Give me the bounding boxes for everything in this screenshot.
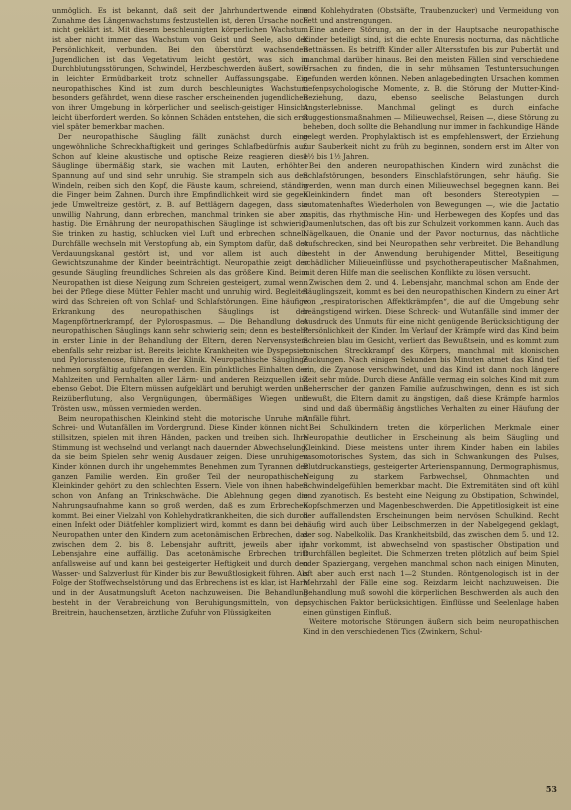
paragraph: unmöglich. Es ist bekannt, daß seit der Jahrhundertwende eine Zunahme des Längenwachstums festzustellen ist, deren Ursache noch nicht geklärt ist. Mit diesem beschleunigten körperlichen Wachstum ist aber nicht immer das Wachstum von Geist und Seele, also der Persönlichkeit, verbunden. Bei den überstürzt wachsenden Jugendlichen ist das Vegetativum leicht gestört, was sich in Durchblutungsstörungen, Schwindel, Herzbeschwerden äußert, sowie in leichter Ermüdbarkeit trotz schneller Auffassungsgabe. Ein neuropathisches Kind ist zum durch beschleunigtes Wachstum besonders gefährdet, wenn diese rascher erscheinenden jugendlichen von ihrer Umgebung in körperlicher und seelisch-geistiger Hinsicht leicht überfordert werden. So können Schäden entstehen, die sich erst viel später bemerkbar machen. [52, 6, 308, 132]
paragraph: Beim neuropathischen Kleinkind steht die motorische Unruhe mit Schrei- und Wutanfällen im Vordergrund. Diese Kinder können nicht stillsitzen, spielen mit ihren Händen, packen und treiben sich. Ihre Stimmung ist wechselnd und verlangt nach dauernder Abwechselung, da sie beim Spielen sehr wenig Ausdauer zeigen. Diese unruhigen Kinder können durch ihr ungehemmtes Benehmen zum Tyrannen der ganzen Familie werden. Ein großer Teil der neuropathischen Kleinkinder gehört zu den schlechten Essern. Viele von ihnen haben schon von Anfang an Trinkschwäche. Die Ablehnung gegen die Nahrungsaufnahme kann so groß werden, daß es zum Erbrechen kommt. Bei einer Vielzahl von Kohlehydratkrankheiten, die sich durch einen Infekt oder Diätfehler kompliziert wird, kommt es dann bei den Neuropathen unter den Kindern zum acetonämischen Erbrechen, das zwischen dem 2. bis 8. Lebensjahr auftritt, jeweils aber im Lebensjahre eine auffällig. Das acetonämische Erbrechen tritt anfallsweise auf und kann bei gesteigerter Heftigkeit und durch den Wasser- und Salzverlust für Kinder bis zur Bewußtlosigkeit führen. Als Folge der Stoffwechselstörung und das Erbrechens ist es klar, ist Harn und in der Ausatmungsluft Aceton nachzuweisen. Die Behandlung besteht in der Verabreichung von Beruhigungsmitteln, von den Breitrein, hauchensetzen, ärztliche Zufuhr von Flüssigkeiten [52, 413, 308, 617]
paragraph: Weitere motorische Störungen äußern sich beim neuropathischen Kind in den verschiedenen Tics (Zwinkern, Schul- [303, 617, 559, 636]
paragraph: Bei Schulkindern treten die körperlichen Merkmale einer Neuropathie deutlicher in Erscheinung als beim Säugling und Kleinkind. Diese meistens unter ihrem Kinder haben ein labiles vasomotorisches System, das sich in Schwankungen des Pulses, Blutdruckanstiegs, gesteigerter Arterienspannung, Dermographismus, Neigung zu starkem Farbwechsel, Ohnmachten und Schwindelgefühlen bemerkbar macht. Die Extremitäten sind oft kühl und zyanotisch. Es besteht eine Neigung zu Obstipation, Schwindel, Kopfschmerzen und Magenbeschwerden. Die Appetitlosigkeit ist eine der auffallendsten Erscheinungen beim nervösen Schulkind. Recht häufig wird auch über Leibschmerzen in der Nabelgegend geklagt, der sog. Nabelkolik. Das Krankheitsbild, das zwischen dem 5. und 12. Jahr vorkommt, ist abwechselnd von spastischer Obstipation und Durchfällen begleitet. Die Schmerzen treten plötzlich auf beim Spiel oder Spaziergang, vergehen manchmal schon nach einigen Minuten, oft aber auch erst nach 1—2 Stunden. Röntgenologisch ist in der Mehrzahl der Fälle eine sog. Reizdarm leicht nachzuweisen. Die Behandlung muß sowohl die körperlichen Beschwerden als auch den psychischen Faktor berücksichtigen. Einflüsse und Seelenlage haben einen günstigen Einfluß. [303, 423, 559, 617]
paragraph: Eine andere Störung, an der in der Hauptsache neuropathische Kinder beteiligt sind, ist die echte Enuresis nocturna, das nächtliche Bettnässen. Es betrifft Kinder aller Altersstufen bis zur Pubertät und manchmal darüber hinaus. Bei den meisten Fällen sind verschiedene Ursachen zu finden, die in sehr mühsamen Testuntersuchungen gefunden werden können. Neben anlagebedingten Ursachen kommen tiefenpsychologische Momente, z. B. die Störung der Mutter-Kind-Beziehung, dazu, ebenso seelische Belastungen durch Angsterlebnisse. Manchmal gelingt es durch einfache Suggestionsmaßnahmen — Milieuwechsel, Reisen —, diese Störung zu beheben, doch sollte die Behandlung nur immer in fachkundige Hände gelegt werden. Prophylaktisch ist es empfehlenswert, der Erziehung zur Sauberkeit nicht zu früh zu beginnen, sondern erst im Alter von 1½ bis 1½ Jahren. [303, 25, 559, 161]
paragraph: Der neuropathische Säugling fällt zunächst durch eine ungewöhnliche Schreckhaftigkeit und geringes Schlafbedürfnis auf. Schon auf kleine akustische und optische Reize reagieren diese Säuglinge übermäßig stark, sie wachen mit Lauten, erhöhter Spannung auf und sind sehr unruhig. Sie strampeln sich aus den Windeln, reiben sich den Kopf, die Fäuste kaum, schreiend, ständig die Finger beim Zahnen. Durch ihre Empfindlichkeit wird sie gegen jede Umweltreize gestört, z. B. auf Bettlägern dagegen, dass sie unwillig Nahrung, dann erbrechen, manchmal trinken sie aber zu hastig. Die Ernährung der neuropathischen Säuglinge ist schwierig. Sie trinken zu hastig, schlucken viel Luft und erbrechen schnell. Durchfälle wechseln mit Verstopfung ab, ein Symptom dafür, daß der Verdauungskanal gestört ist, und vor allem ist auch die Gewichtszunahme der Kinder beeinträchtigt. Neuropathie zeigt der gesunde Säugling freundliches Schreien als das größere Kind. Beim Neuropathen ist diese Neigung zum Schreien gesteigert, zumal wenn bei der Pflege diese Mütter Fehler macht und unruhig wird. Begleitet wird das Schreien oft von Schlaf- und Schlafstörungen. Eine häufige Erkrankung des neuropathischen Säuglings ist der Magenpförtnerkrampf, der Pylorospasmus. — Die Behandlung des neuropathischen Säuglings kann sehr schwierig sein; denn es besteht in erster Linie in der Behandlung der Eltern, deren Nervensystem ebenfalls sehr reizbar ist. Bereits leichte Krankheiten wie Dyspepsien und Pylorusstenose, führen in der Klinik. Neuropathische Säuglinge nehmen sorgfältig aufgefangen werden. Ein pünktliches Einhalten der Mahlzeiten und Fernhalten aller Lärm- und anderen Reizquellen ist ebenso Gebot. Die Eltern müssen aufgeklärt und beruhigt werden und Reizüberflutung, also Vergnügungen, übermäßiges Wiegen und Trösten usw., müssen vermieden werden. [52, 132, 308, 413]
page-number: 53 [545, 784, 557, 794]
text-column-left [52, 6, 308, 617]
text-column-right [303, 6, 559, 637]
paragraph: Zwischen dem 2. und 4. Lebensjahr, manchmal schon am Ende der Säuglingszeit, kommt es bei den neuropathischen Kindern zu einer Art von „respiratorischen Affektkrämpfen“, die auf die Umgebung sehr beängstigend wirken. Diese Schreck- und Wutanfälle sind immer der Ausdruck des Unmuts für eine nicht genügende Berücksichtigung der Persönlichkeit der Kinder. Im Verlauf der Krämpfe wird das Kind beim Schreien blau im Gesicht, verliert das Bewußtsein, und es kommt zum tonischen Streckkrampf des Körpers, manchmal mit klonischen Zuckungen. Nach einigen Sekunden bis Minuten atmet das Kind tief ein, die Zyanose verschwindet, und das Kind ist dann noch längere Zeit sehr müde. Durch diese Anfälle vermag ein solches Kind mit zum Beherrscher der ganzen Familie aufzuschwingen, denn es ist sich bewußt, die Eltern damit zu ängstigen, daß diese Krämpfe harmlos sind und daß übermäßig ängstliches Verhalten zu einer Häufung der Anfälle führt. [303, 277, 559, 423]
paragraph: Bei den anderen neuropathischen Kindern wird zunächst die Schlafstörungen, besonders Einschlafstörungen, sehr häufig. Sie werden, wenn man durch einen Milieuwechsel begegnen kann. Bei Kleinkindern findet man oft besonders Stereotypien — automatenhaftes Wiederholen von Bewegungen —, wie die Jactatio capitis, das rhythmische Hin- und Herbewegen des Kopfes und das Daumenlutschen, das oft bis zur Schulzeit vorkommen kann. Auch das Nägelkauen, die Onanie und der Pavor nocturnus, das nächtliche Aufschrecken, sind bei Neuropathen sehr verbreitet. Die Behandlung besteht in der Anwendung beruhigender Mittel, Beseitigung schädlicher Milieueinflüsse und psychotherapeutischer Maßnahmen, mit deren Hilfe man die seelischen Konflikte zu lösen versucht. [303, 161, 559, 277]
paragraph: und Kohlehydraten (Obstsäfte, Traubenzucker) und Vermeidung von Fett und anstrengungen. [303, 6, 559, 25]
